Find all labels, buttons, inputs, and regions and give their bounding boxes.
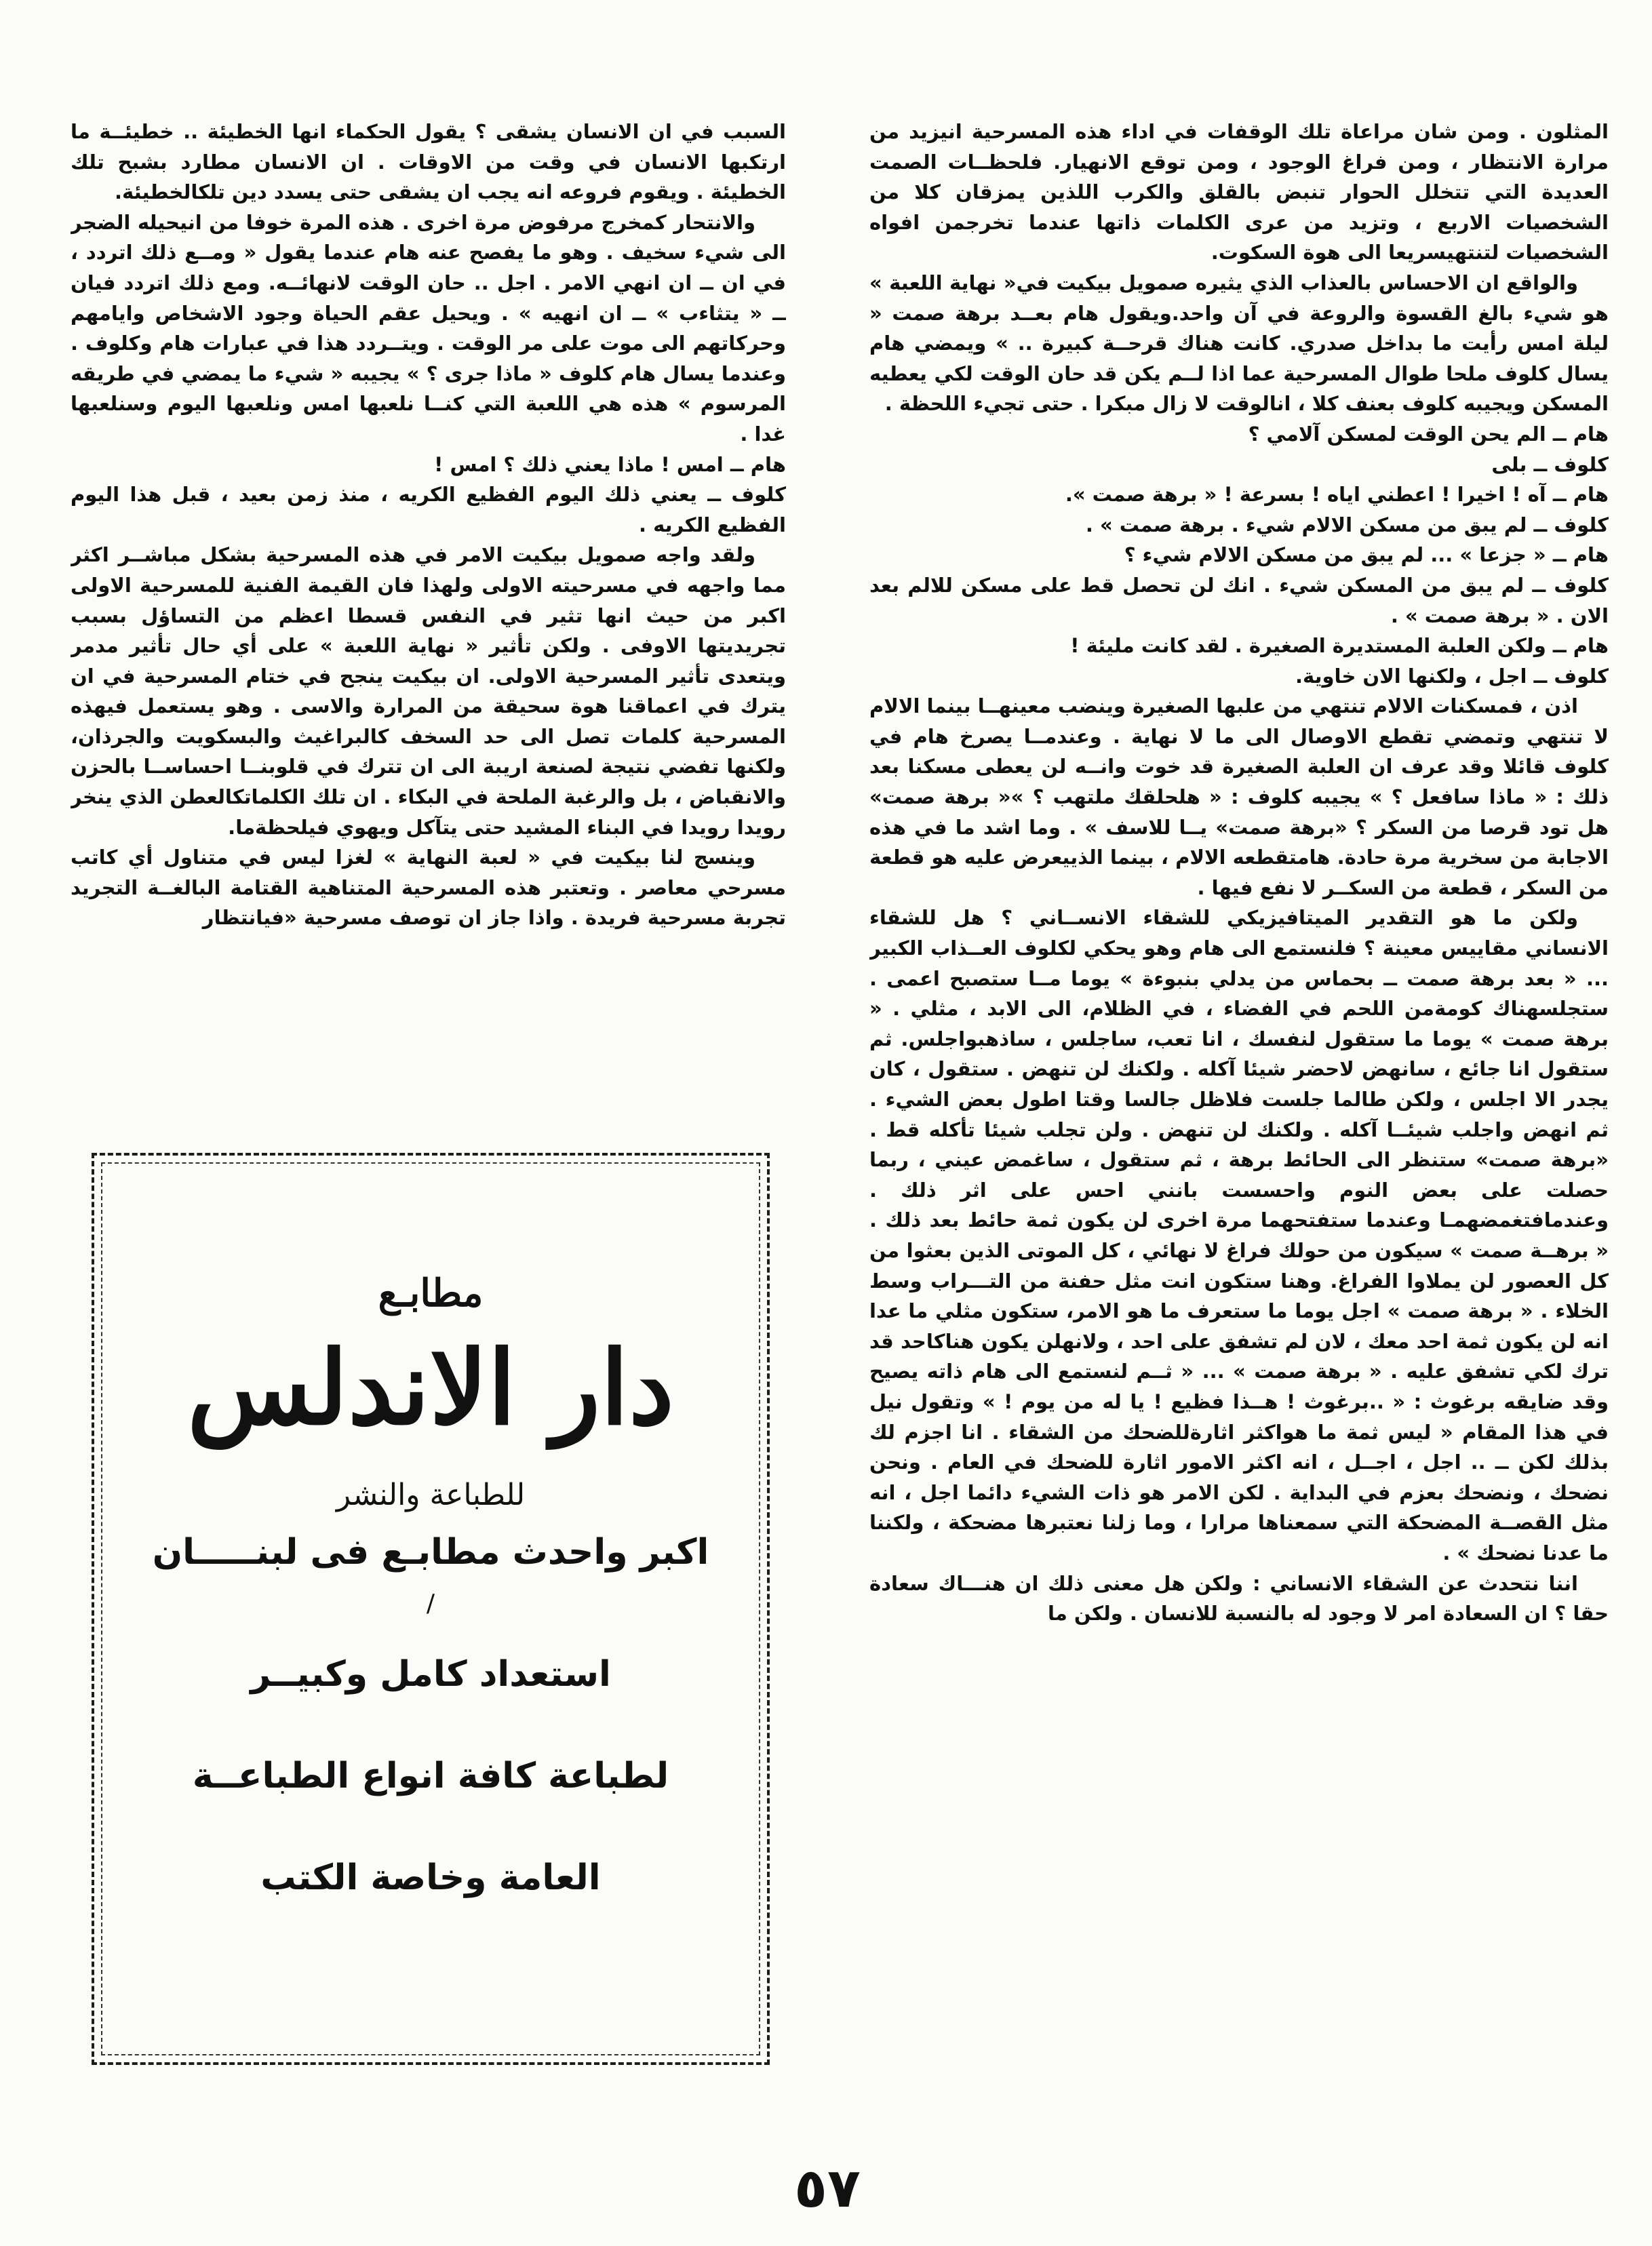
paragraph: والانتحار كمخرج مرفوض مرة اخرى . هذه المرة خوفا من انيحيله الضجر الى شيء سخيف . وهو ما يفصح عنه هام عندما يقول « ومــع ذلك اتردد ، في ان ــ ان انهي الامر . اجل .. حان الوقت لانهائــه. ومع ذلك اتردد فيان ــ « يتثاءب » ــ ان انهيه » . ويحيل عقم الحياة وجود الاشخاص وايامهم وحركاتهم الى موت على مر الوقت . ويتــردد هذا في عبارات هام وكلوف . وعندما يسال هام كلوف « ماذا جرى ؟ » يجيبه « شيء ما يمضي في طريقه المرسوم » هذه هي اللعبة التي كنــا نلعبها امس ونلعبها اليوم وسنلعبها غدا . — [71, 210, 786, 446]
paragraph: اذن ، فمسكنات الالام تنتهي من علبها الصغيرة وينضب معينهــا بينما الالام لا تنتهي وتمضي تقطع الاوصال الى ما لا نهاية . وعندمــا يصرخ هام في كلوف قائلا وقد عرف ان العلبة الصغيرة قد خوت وانــه لن يعطى مسكنا بعد ذلك : « ماذا سافعل ؟ » يجيبه كلوف : « هلحلقك ملتهب ؟ »« برهة صمت» هل تود قرصا من السكر ؟ «برهة صمت» يــا للاسف » . وما اشد ما في هذه الاجابة من سخرية مرة حادة. هامتقطعه الالام ، بينما الذييعرض عليه هو قطعة من السكر ، قطعة من السكــر لا نفع فيها . — [869, 694, 1609, 899]
paragraph: ولقد واجه صمويل بيكيت الامر في هذه المسرحية بشكل مباشــر اكثر مما واجهه في مسرحيته الاولى ولهذا فان القيمة الفنية للمسرحية الاولى اكبر من حيث انها تثير في النفس قسطا اعظم من التساؤل بسبب تجريديتها الاوفى . ولكن تأثير « نهاية اللعبة » على أي حال تأثير مدمر ويتعدى تأثير المسرحية الاولى. ان بيكيت ينجح في ختام المسرحية في ان يترك في اعماقنا هوة سحيقة من المرارة والاسى . وهو يستعمل فيهذه المسرحية كلمات تصل الى حد السخف كالبراغيث والبسكويت والجرذان، ولكنها تفضي نتيجة لصنعة اريبة الى ان تترك في قلوبنــا احساســا بالحزن والانقباض ، بل والرغبة الملحة في البكاء . ان تلك الكلماتكالعطن الذي ينخر رويدا رويدا في البناء المشيد حتى يتآكل ويهوي فيلحظةما. — [71, 543, 786, 839]
ad-subtitle: للطباعة والنشر — [336, 1478, 526, 1512]
dialogue-line: هام ــ الم يحن الوقت لمسكن آلامي ؟ — [1248, 422, 1609, 446]
ad-books-line: العامة وخاصة الكتب — [260, 1857, 601, 1898]
ad-tagline: اكبر واحدث مطابـع فى لبنـــــان — [152, 1532, 709, 1573]
dialogue-line: كلوف ــ لم يبق من المسكن شيء . انك لن تحصل قط على مسكن للالم بعد الان . « برهة صمت » . — [869, 573, 1609, 627]
paragraph: اننا نتحدث عن الشقاء الانساني : ولكن هل معنى ذلك ان هنـــاك سعادة حقا ؟ ان السعادة امر لا وجود له بالنسبة للانسان . ولكن ما — [869, 1571, 1609, 1626]
dialogue-line: هام ــ امس ! ماذا يعني ذلك ؟ امس ! — [434, 452, 786, 476]
ad-company-name: دار الاندلس — [187, 1328, 674, 1448]
page-number: ٥٧ — [794, 2156, 861, 2220]
paragraph: وينسج لنا بيكيت في « لعبة النهاية » لغزا ليس في متناول أي كاتب مسرحي معاصر . وتعتبر هذه المسرحية المتناهية القتامة البالغــة التجريد تجربة مسرحية فريدة . واذا جاز ان توصف مسرحية «فيانتظار — [71, 846, 786, 930]
paragraph: ولكن ما هو التقدير الميتافيزيكي للشقاء الانســاني ؟ هل للشقاء الانساني مقاييس معينة ؟ فلنستمع الى هام وهو يحكي لكلوف العــذاب الكبير ... « بعد برهة صمت ــ بحماس من يدلي بنبوءة » يوما مــا ستصبح اعمى . ستجلسهناك كومةمن اللحم في الفضاء ، في الظلام، الى الابد ، مثلي . « برهة صمت » يوما ما ستقول لنفسك ، انا تعب، ساجلس ، ساذهبواجلس. ثم ستقول انا جائع ، سانهض لاحضر شيئا آكله . ولكنك لن تنهض . ستقول ، كان يجدر الا اجلس ، ولكن طالما جلست فلاظل جالسا وقتا اطول بعض الشيء . ثم انهض واجلب شيئــا آكله . ولكنك لن تنهض . ولن تجلب شيئا تأكله قط . «برهة صمت» ستنظر الى الحائط برهة ، ثم ستقول ، ساغمض عيني ، ربما حصلت على بعض النوم واحسست بانني احس على اثر ذلك . وعندمافتغمضهمـا وعندما ستفتحهما مرة اخرى لن يكون ثمة حائط بعد ذلك . « برهــة صمت » سيكون من حولك فراغ لا نهائي ، كل الموتى الذين بعثوا من كل العصور لن يملاوا الفراغ. وهنا ستكون انت مثل حفنة من التـــراب وسط الخلاء . « برهة صمت » اجل يوما ما ستعرف ما هو الامر، ستكون مثلي ما عدا انه لن يكون ثمة احد معك ، لان لم تشفق على احد ، ولانهلن يكون هناكاحد قد ترك لكي تشفق عليه . « برهة صمت » ... « ثــم لنستمع الى هام ذاته يصيح وقد ضايقه برغوث : « ..برغوث ! هــذا فظيع ! يا له من يوم ! » وتقول نيل في هذا المقام « ليس ثمة ما هواكثر اثارةللضحك من الشقاء . انا اجزم لك بذلك لكن ــ .. اجل ، اجــل ، انه اكثر الامور اثارة للضحك في العام . ونحن نضحك ، ونضحك بعزم في البداية . لكن الامر هو ذات الشيء دائما اجل ، انه مثل القصــة المضحكة التي سمعناها مرارا ، وما زلنا نعتبرها مضحكة ، ولكننا ما عدنا نضحك » . — [869, 906, 1609, 1564]
ad-stray-mark: / — [426, 1590, 435, 1617]
paragraph: والواقع ان الاحساس بالعذاب الذي يثيره صمويل بيكيت في« نهاية اللعبة » هو شيء بالغ القسوة والروعة في آن واحد.ويقول هام بعــد برهة صمت « ليلة امس رأيت ما بداخل صدري. كانت هناك قرحــة كبيرة .. » ويمضي هام يسال كلوف ملحا طوال المسرحية عما اذا لــم يكن قد حان الوقت لكي يعطيه المسكن ويجيبه كلوف بعنف كلا ، انالوقت لا زال مبكرا . حتى تجيء اللحظة . — [869, 271, 1609, 416]
ad-press-label: مطابـع — [378, 1271, 484, 1316]
dialogue-line: كلوف ــ يعني ذلك اليوم الفظيع الكريه ، منذ زمن بعيد ، قبل هذا اليوم الفظيع الكريه . — [71, 483, 786, 536]
ad-readiness-line: استعداد كامل وكبيــر — [250, 1654, 611, 1695]
dialogue-line: كلوف ــ اجل ، ولكنها الان خاوية. — [1295, 664, 1609, 688]
paragraph: المثلون . ومن شان مراعاة تلك الوقفات في اداء هذه المسرحية انيزيد من مرارة الانتظار ، ومن فراغ الوجود ، ومن توقع الانهيار. فلحظــات الصمت العديدة التي تتخلل الحوار تنبض بالقلق والكرب اللذين يمزقان كلا من الشخصيات الاربع ، وتزيد من عرى الكلمات ذاتها عندما تخرجمن افواه الشخصيات لتنتهيسريعا الى هوة السكوت. — [869, 120, 1609, 264]
right-text-column — [869, 117, 1609, 2165]
dialogue-line: كلوف ــ بلى — [1491, 452, 1609, 476]
dialogue-line: هام ــ آه ! اخيرا ! اعطني اياه ! بسرعة ! « برهة صمت ». — [1065, 483, 1609, 507]
printing-press-advertisement — [92, 1153, 770, 2065]
dialogue-line: هام ــ ولكن العلبة المستديرة الصغيرة . لقد كانت مليئة ! — [1070, 634, 1609, 658]
dialogue-line: كلوف ــ لم يبق من مسكن الالام شيء . برهة صمت » . — [1085, 513, 1609, 536]
left-text-column — [71, 117, 786, 1124]
ad-print-types-line: لطباعة كافة انواع الطباعــة — [192, 1756, 669, 1796]
paragraph: السبب في ان الانسان يشقى ؟ يقول الحكماء انها الخطيئة .. خطيئــة ما ارتكبها الانسان في وقت من الاوقات . ان الانسان مطارد بشبح تلك الخطيئة . ويقوم فروعه انه يجب ان يشقى حتى يسدد دين تلكالخطيئة. — [71, 120, 786, 204]
dialogue-line: هام ــ « جزعا » ... لم يبق من مسكن الالام شيء ؟ — [1124, 543, 1609, 567]
